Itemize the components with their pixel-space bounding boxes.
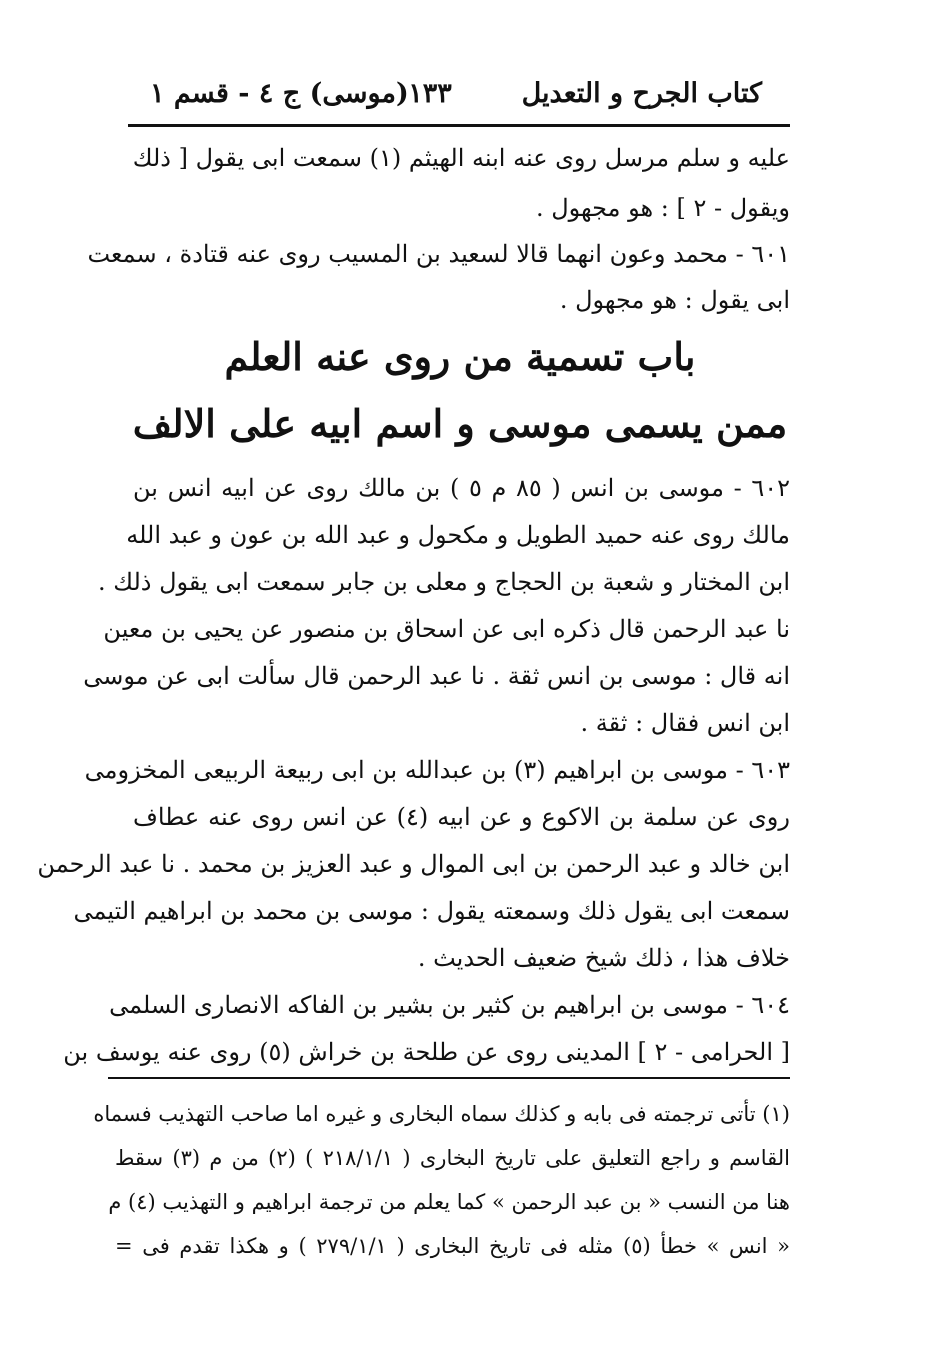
text-line: نا عبد الرحمن قال ذكره ابى عن اسحاق بن منصور عن يحيى بن معين — [103, 615, 790, 643]
text-line: [ الحرامى - ٢ ] المدينى روى عن طلحة بن خراش (٥) روى عنه يوسف بن — [63, 1038, 790, 1066]
book-title: كتاب الجرح و التعديل — [521, 78, 762, 109]
page-number: ١٣٣ — [408, 78, 452, 109]
entry-601: ٦٠١ - محمد وعون انهما قالا لسعيد بن المسيب روى عنه قتادة ، سمعت — [87, 240, 790, 268]
footnote-line: هنا من النسب « بن عبد الرحمن » كما يعلم من ترجمة ابراهيم و التهذيب (٤) م — [108, 1190, 790, 1214]
entry-602: ٦٠٢ - موسى بن انس ( ٨٥ م ٥ ) بن مالك روى عن ابيه انس بن — [133, 474, 790, 502]
text-line: انه قال : موسى بن انس ثقة . نا عبد الرحمن قال سألت ابى عن موسى — [83, 662, 790, 690]
section-title-line-1: باب تسمية من روى عنه العلم — [224, 334, 696, 379]
text-line: عليه و سلم مرسل روى عنه ابنه الهيثم (١) سمعت ابى يقول [ ذلك — [132, 144, 790, 172]
text-line: خلاف هذا ، ذلك شيخ ضعيف الحديث . — [417, 944, 790, 972]
text-line: مالك روى عنه حميد الطويل و مكحول و عبد الله بن عون و عبد الله — [126, 521, 790, 549]
text-line: ابن خالد و عبد الرحمن بن ابى الموال و عبد العزيز بن محمد . نا عبد الرحمن — [37, 850, 790, 878]
text-line: ويقول - ٢ ] : هو مجهول . — [535, 194, 790, 222]
text-line: روى عن سلمة بن الاكوع و عن ابيه (٤) عن انس روى عنه عطاف — [133, 803, 790, 831]
header-rule — [128, 124, 790, 127]
running-header — [130, 70, 790, 120]
text-line: سمعت ابى يقول ذلك وسمعته يقول : موسى بن محمد بن ابراهيم التيمى — [73, 897, 790, 925]
entry-603: ٦٠٣ - موسى بن ابراهيم (٣) بن عبدالله بن ابى ربيعة الربيعى المخزومى — [84, 756, 790, 784]
volume-label: (موسى) ج ٤ - قسم ١ — [150, 78, 409, 109]
footnote-line: « انس » خطأ (٥) مثله فى تاريخ البخارى ( ٢٧٩/١/١ ) و هكذا تقدم فى = — [115, 1234, 790, 1258]
text-line: ابن انس فقال : ثقة . — [580, 709, 790, 737]
footnote-line: (١) تأتى ترجمته فى بابه و كذلك سماه البخارى و غيره اما صاحب التهذيب فسماه — [93, 1102, 790, 1126]
footnote-line: القاسم و راجع التعليق على تاريخ البخارى ( ٢١٨/١/١ ) (٢) من م (٣) سقط — [115, 1146, 790, 1170]
entry-604: ٦٠٤ - موسى بن ابراهيم بن كثير بن بشير بن الفاكه الانصارى السلمى — [109, 991, 790, 1019]
text-line: ابى يقول : هو مجهول . — [559, 286, 790, 314]
footnote-rule — [108, 1077, 790, 1079]
text-line: ابن المختار و شعبة بن الحجاج و معلى بن جابر سمعت ابى يقول ذلك . — [97, 568, 790, 596]
section-title-line-2: ممن يسمى موسى و اسم ابيه على الالف — [132, 401, 788, 446]
